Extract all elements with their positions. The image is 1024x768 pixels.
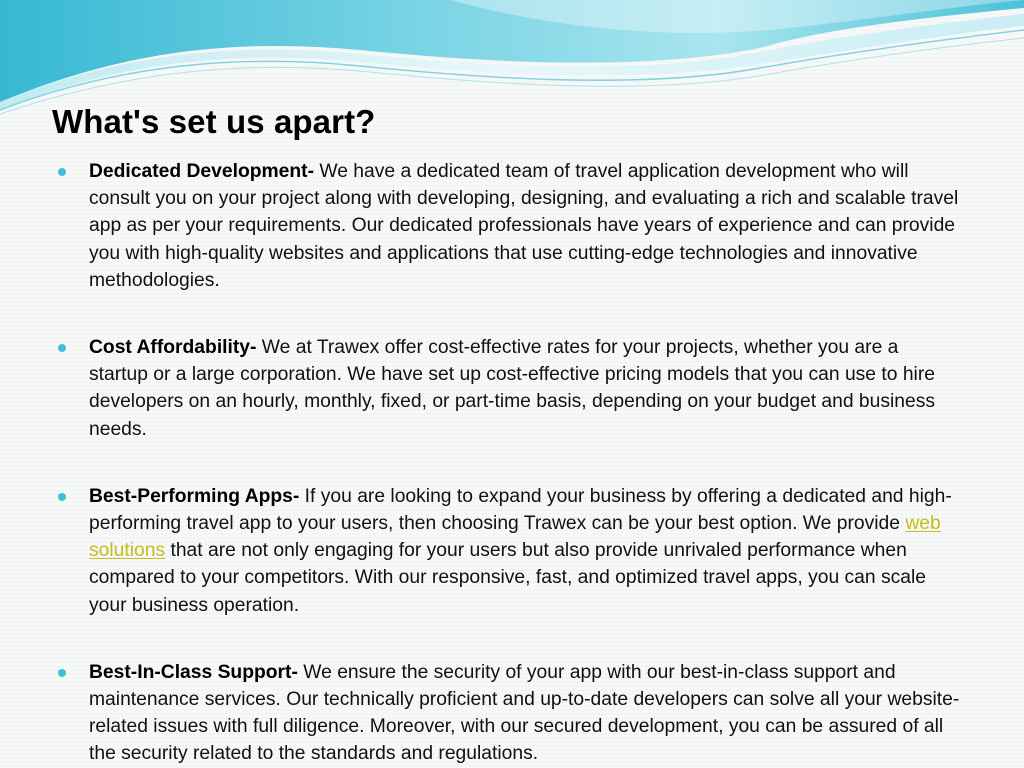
- bullet-text: We ensure the security of your app with our best-in-class support and maintenance services. Our technically proficient and up-to-date developers can solve all your website-related issues with full diligence. Moreover, with our secured development, you can be assured of all the security related to the standards and regulations.: [89, 661, 960, 765]
- bullet-heading: Dedicated Development-: [89, 161, 315, 182]
- bullet-dot-icon: [58, 669, 66, 677]
- bullet-best-performing-apps: [52, 483, 962, 619]
- bullet-best-in-class-support: [52, 659, 962, 768]
- bullet-text: If you are looking to expand your business by offering a dedicated and high-performing travel app to your users, then choosing Trawex can be your best option. We provide: [89, 485, 952, 535]
- bullet-dot-icon: [58, 168, 66, 176]
- bullet-dot-icon: [58, 344, 66, 352]
- bullet-heading: Best-In-Class Support-: [89, 661, 298, 683]
- slide-title: What's set us apart?: [52, 103, 376, 140]
- web-solutions-link[interactable]: web solutions: [89, 513, 941, 562]
- bullet-list: [52, 158, 962, 768]
- bullet-heading: Best-Performing Apps-: [89, 485, 300, 507]
- bullet-text: that are not only engaging for your users but also provide unrivaled performance when compared to your competitors. With our responsive, fast, and optimized travel apps, you can scale your business operation.: [89, 540, 926, 616]
- bullet-text: We have a dedicated team of travel application development who will consult you on your project along with developing, designing, and evaluating a rich and scalable travel app as per your requirements. Our dedicated professionals have years of experience and can provide you with high-quality websites and applications that use cutting-edge technologies and innovative methodologies.: [89, 161, 959, 291]
- bullet-heading: Cost Affordability-: [89, 337, 257, 359]
- bullet-text: We at Trawex offer cost-effective rates for your projects, whether you are a startup or a large corporation. We have set up cost-effective pricing models that you can use to hire developers on an hourly, monthly, fixed, or part-time basis, depending on your budget and business needs.: [89, 337, 936, 440]
- bullet-cost-affordability: [52, 334, 962, 443]
- bullet-dedicated-development: [52, 158, 962, 294]
- bullet-dot-icon: [58, 493, 66, 501]
